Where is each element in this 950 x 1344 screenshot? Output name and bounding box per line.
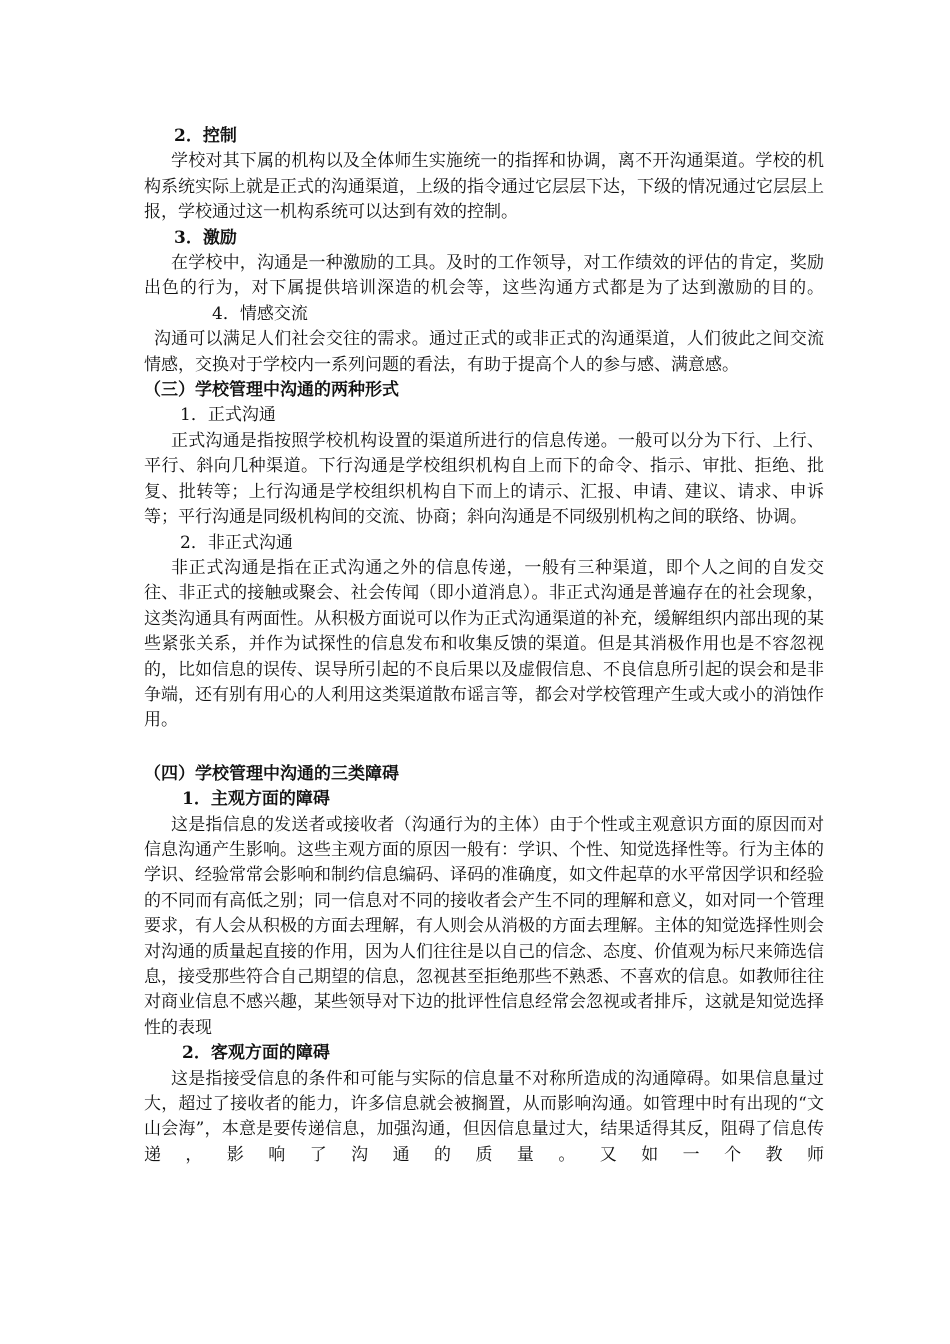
paragraph-control: 学校对其下属的机构以及全体师生实施统一的指挥和协调，离不开沟通渠道。学校的机构系统实际上就是正式的沟通渠道，上级的指令通过它层层下达，下级的情况通过它层层上报，学校通过这一机构系统可以达到有效的控制。: [144, 151, 824, 223]
paragraph-subjective: 这是指信息的发送者或接收者（沟通行为的主体）由于个性或主观意识方面的原因而对信息沟通产生影响。这些主观方面的原因一般有：学识、个性、知觉选择性等。行为主体的学识、经验常常会影响和制约信息编码、译码的准确度，如文件起草的水平常因学识和经验的不同而有高低之别；同一信息对不同的接收者会产生不同的理解和意义，如对同一个管理要求，有人会从积极的方面去理解，有人则会从消极的方面去理解。主体的知觉选择性则会对沟通的质量起直接的作用，因为人们往往是以自己的信念、态度、价值观为标尺来筛选信息，接受那些符合自己期望的信息，忽视甚至拒绝那些不熟悉、不喜欢的信息。如教师往往对商业信息不感兴趣，某些领导对下边的批评性信息经常会忽视或者排斥，这就是知觉选择性的表现: [144, 814, 824, 1038]
section-heading-forms: （三）学校管理中沟通的两种形式: [144, 380, 399, 401]
paragraph-formal: 正式沟通是指按照学校机构设置的渠道所进行的信息传递。一般可以分为下行、上行、平行、斜向几种渠道。下行沟通是学校组织机构自上而下的命令、指示、审批、拒绝、批复、批转等；上行沟通是学校组织机构自下而上的请示、汇报、申请、建议、请求、申诉等；平行沟通是同级机构间的交流、协商；斜向沟通是不同级别机构之间的联络、协调。: [144, 430, 824, 528]
heading-emotion: 4．情感交流: [212, 303, 308, 324]
heading-incentive: 3．激励: [174, 227, 237, 248]
document-page: [144, 124, 824, 1168]
heading-subjective: 1．主观方面的障碍: [182, 789, 330, 810]
section-heading-barriers: （四）学校管理中沟通的三类障碍: [144, 763, 399, 784]
heading-objective: 2．客观方面的障碍: [182, 1043, 330, 1064]
paragraph-emotion: 沟通可以满足人们社会交往的需求。通过正式的或非正式的沟通渠道，人们彼此之间交流情感，交换对于学校内一系列问题的看法，有助于提高个人的参与感、满意感。: [144, 329, 824, 375]
paragraph-informal: 非正式沟通是指在正式沟通之外的信息传递，一般有三种渠道，即个人之间的自发交往、非正式的接触或聚会、社会传闻（即小道消息）。非正式沟通是普遍存在的社会现象，这类沟通具有两面性。从积极方面说可以作为正式沟通渠道的补充，缓解组织内部出现的某些紧张关系，并作为试探性的信息发布和收集反馈的渠道。但是其消极作用也是不容忽视的，比如信息的误传、误导所引起的不良后果以及虚假信息、不良信息所引起的误会和是非争端，还有别有用心的人利用这类渠道散布谣言等，都会对学校管理产生或大或小的消蚀作用。: [144, 557, 824, 731]
paragraph-incentive: [144, 251, 824, 327]
heading-informal: 2．非正式沟通: [180, 532, 293, 553]
paragraph-incentive-text: 在学校中，沟通是一种激励的工具。及时的工作领导，对工作绩效的评估的肯定，奖励出色的行为，对下属提供培训深造的机会等，这些沟通方式都是为了达到激励的目的。: [144, 253, 824, 299]
section-spacer: [144, 734, 824, 762]
heading-control: 2．控制: [174, 126, 237, 146]
heading-formal: 1．正式沟通: [180, 405, 276, 426]
paragraph-objective: 这是指接受信息的条件和可能与实际的信息量不对称所造成的沟通障碍。如果信息量过大，超过了接收者的能力，许多信息就会被搁置，从而影响沟通。如管理中时有出现的“文山会海”，本意是要传递信息，加强沟通，但因信息量过大，结果适得其反，阻碍了信息传递，影响了沟通的质量。又如一个教师: [144, 1068, 824, 1165]
